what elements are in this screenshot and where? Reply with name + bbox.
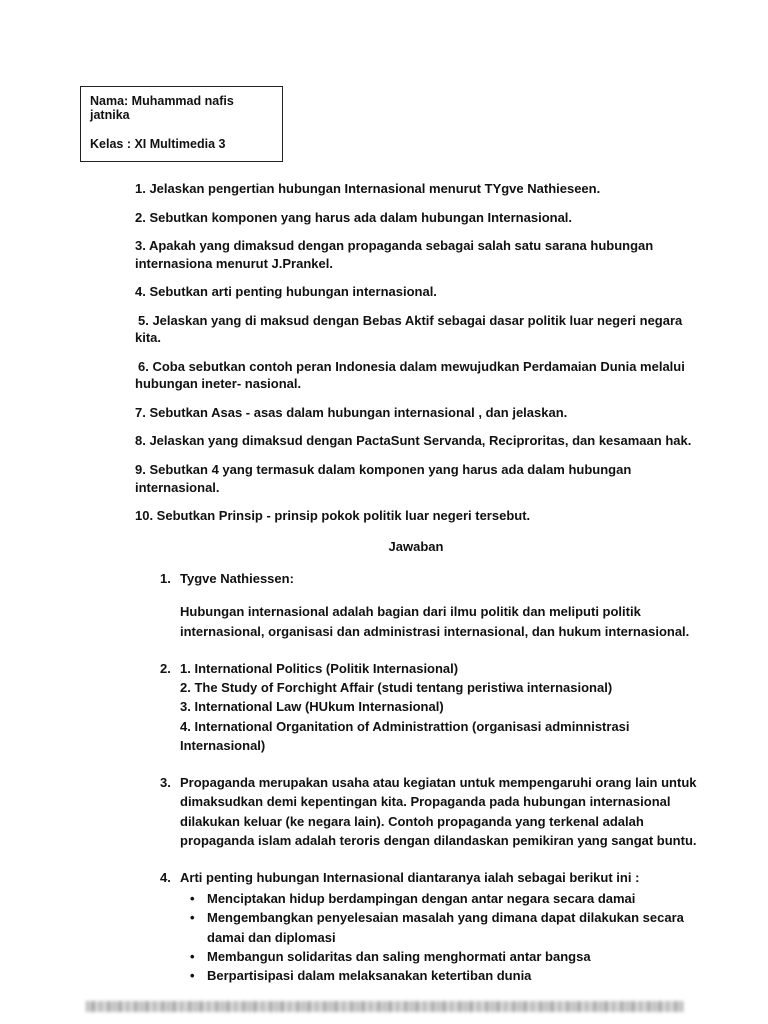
student-class: Kelas : XI Multimedia 3 bbox=[90, 137, 226, 151]
answer-1-text: Hubungan internasional adalah bagian dari ilmu politik dan meliputi politik internasional, organisasi dan administrasi internasional, dan hukum internasional. bbox=[180, 604, 690, 639]
answer-item-2 bbox=[135, 659, 697, 755]
question-2: 2. Sebutkan komponen yang harus ada dalam hubungan Internasional. bbox=[135, 209, 573, 225]
bullet-icon: • bbox=[190, 968, 195, 984]
list-item bbox=[180, 889, 697, 908]
question-8: 8. Jelaskan yang dimaksud dengan PactaSunt Servanda, Reciproritas, dan kesamaan hak. bbox=[135, 433, 692, 449]
bullet-text: Berpartisipasi dalam melaksanakan ketertiban dunia bbox=[207, 968, 532, 984]
list-item bbox=[180, 966, 697, 985]
answer-2-line-1: 1. International Politics (Politik Internasional) bbox=[180, 660, 459, 676]
answer-item-4 bbox=[135, 868, 697, 985]
answer-body bbox=[180, 659, 697, 755]
bullet-text: Mengembangkan penyelesaian masalah yang dimana dapat dilakukan secara damai dan diplomasi bbox=[207, 910, 684, 945]
bullet-icon: • bbox=[190, 891, 195, 907]
answer-item-3 bbox=[135, 773, 697, 850]
student-info-box bbox=[80, 86, 283, 162]
answer-2-line-3: 3. International Law (HUkum Internasional) bbox=[180, 699, 444, 715]
answer-item-1 bbox=[135, 569, 697, 641]
question-5: 5. Jelaskan yang di maksud dengan Bebas Aktif sebagai dasar politik luar negeri negara kita. bbox=[135, 312, 683, 346]
list-item bbox=[180, 908, 697, 946]
list-item bbox=[180, 947, 697, 966]
blurred-text-strip bbox=[86, 1001, 684, 1012]
answer-2-line-4: 4. International Organitation of Administrattion (organisasi adminnistrasi Internasional) bbox=[180, 718, 630, 753]
answer-number: 1. bbox=[160, 571, 171, 587]
answer-2-line-2: 2. The Study of Forchight Affair (studi tentang peristiwa internasional) bbox=[180, 680, 613, 696]
answer-body bbox=[180, 569, 697, 641]
answer-1-heading: Tygve Nathiessen: bbox=[180, 571, 294, 587]
bullet-icon: • bbox=[190, 910, 195, 926]
bullet-text: Membangun solidaritas dan saling menghormati antar bangsa bbox=[207, 948, 591, 964]
bullet-text: Menciptakan hidup berdampingan dengan antar negara secara damai bbox=[207, 891, 636, 907]
document-body bbox=[135, 180, 697, 1003]
question-1: 1. Jelaskan pengertian hubungan Internasional menurut TYgve Nathieseen. bbox=[135, 181, 601, 196]
answer-number: 4. bbox=[160, 870, 171, 886]
question-6: 6. Coba sebutkan contoh peran Indonesia dalam mewujudkan Perdamaian Dunia melalui hubungan ineter- nasional. bbox=[135, 358, 685, 392]
question-7: 7. Sebutkan Asas - asas dalam hubungan internasional , dan jelaskan. bbox=[135, 404, 568, 420]
answers-heading: Jawaban bbox=[388, 538, 444, 554]
student-name: Nama: Muhammad nafis jatnika bbox=[90, 94, 234, 122]
answer-number: 3. bbox=[160, 775, 171, 791]
answer-3-text: Propaganda merupakan usaha atau kegiatan untuk mempengaruhi orang lain untuk dimaksudkan demi kepentingan kita. Propaganda pada hubungan internasional dilakukan keluar (ke negara lain). Contoh propaganda yang terkenal adalah propaganda islam adalah teroris dengan dilandaskan pemikiran yang sangat buntu. bbox=[180, 775, 697, 848]
answer-number: 2. bbox=[160, 660, 171, 676]
answer-body bbox=[180, 868, 697, 985]
bullet-icon: • bbox=[190, 948, 195, 964]
answer-body bbox=[180, 773, 697, 850]
question-10: 10. Sebutkan Prinsip - prinsip pokok politik luar negeri tersebut. bbox=[135, 508, 531, 524]
answer-4-bullet-list bbox=[180, 889, 697, 985]
answer-4-intro: Arti penting hubungan Internasional diantaranya ialah sebagai berikut ini : bbox=[180, 870, 640, 886]
question-9: 9. Sebutkan 4 yang termasuk dalam komponen yang harus ada dalam hubungan internasional. bbox=[135, 462, 632, 495]
question-4: 4. Sebutkan arti penting hubungan internasional. bbox=[135, 284, 437, 300]
question-3: 3. Apakah yang dimaksud dengan propaganda sebagai salah satu sarana hubungan internasiona menurut J.Prankel. bbox=[135, 238, 654, 271]
